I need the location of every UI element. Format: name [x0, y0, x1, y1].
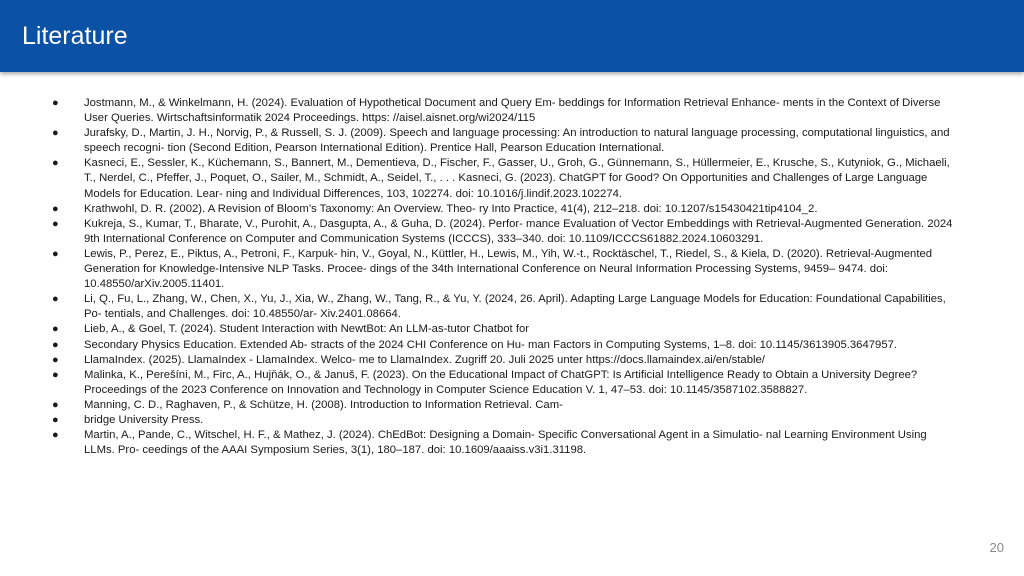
reference-text: Secondary Physics Education. Extended Ab- stracts of the 2024 CHI Conference on Hu- man Factors in Computing Systems, 1–8. doi: 10.1145/3613905.3647957.	[84, 338, 898, 351]
reference-text: Jurafsky, D., Martin, J. H., Norvig, P., & Russell, S. J. (2009). Speech and language processing: An introduction to natural language processing, computational linguistics, and speech recogni- tion (Second Edition, Pearson International Edition). Prentice Hall, Pearson Education International.	[84, 127, 950, 155]
reference-item	[52, 413, 957, 428]
reference-text: Kasneci, E., Sessler, K., Küchemann, S., Bannert, M., Dementieva, D., Fischer, F., Gasser, U., Groh, G., Günnemann, S., Hüllermeier, E., Krusche, S., Kutyniok, G., Michaeli, T., Nerdel, C., Pfeffer, J., Poquet, O., Sailer, M., Schmidt, A., Seidel, T., . . . Kasneci, G. (2023). ChatGPT for Good? On Opportunities and Challenges of Large Language Models for Education. Lear- ning and Individual Differences, 103, 102274. doi: 10.1016/j.lindif.2023.102274.	[84, 157, 950, 200]
reference-text: Li, Q., Fu, L., Zhang, W., Chen, X., Yu, J., Xia, W., Zhang, W., Tang, R., & Yu, Y. (2024, 26. April). Adapting Large Language Models for Education: Foundational Capabilities, Po- tentials, and Challenges. doi: 10.48550/ar- Xiv.2401.08664.	[84, 293, 946, 321]
reference-list	[52, 96, 957, 458]
reference-item	[52, 428, 957, 458]
bullet-icon: ●	[52, 217, 59, 230]
reference-text: Lewis, P., Perez, E., Piktus, A., Petroni, F., Karpuk- hin, V., Goyal, N., Küttler, H., Lewis, M., Yih, W.-t., Rocktäschel, T., Riedel, S., & Kiela, D. (2020). Retrieval-Augmented Generation for Knowledge-Intensive NLP Tasks. Procee- dings of the 34th International Conference on Neural Information Processing Systems, 9459– 9474. doi: 10.48550/arXiv.2005.11401.	[84, 247, 933, 291]
bullet-icon: ●	[52, 247, 59, 260]
header-bar	[0, 0, 1024, 72]
page-number: 20	[989, 540, 1004, 555]
reference-text: LlamaIndex. (2025). LlamaIndex - LlamaIndex. Welco- me to LlamaIndex. Zugriff 20. Juli 2025 unter https://docs.llamaindex.ai/en/stable/	[84, 353, 765, 366]
slide-title: Literature	[22, 22, 128, 50]
reference-text: Martin, A., Pande, C., Witschel, H. F., & Mathez, J. (2024). ChEdBot: Designing a Domain- Specific Conversational Agent in a Simulatio- nal Learning Environment Using LLMs. Pro- ceedings of the AAAI Symposium Series, 3(1), 180–187. doi: 10.1609/aaaiss.v3i1.31198.	[84, 429, 927, 457]
reference-text: bridge University Press.	[84, 413, 204, 426]
bullet-icon: ●	[52, 398, 59, 411]
reference-item	[52, 156, 957, 201]
reference-item	[52, 338, 957, 353]
reference-item	[52, 126, 957, 156]
reference-item	[52, 322, 957, 337]
bullet-icon: ●	[52, 293, 59, 306]
bullet-icon: ●	[52, 323, 59, 336]
reference-item	[52, 217, 957, 247]
bullet-icon: ●	[52, 157, 59, 170]
reference-item	[52, 353, 957, 368]
reference-item	[52, 292, 957, 322]
reference-text: Manning, C. D., Raghaven, P., & Schütze, H. (2008). Introduction to Information Retrieval. Cam-	[84, 398, 563, 411]
bullet-icon: ●	[52, 202, 59, 215]
bullet-icon: ●	[52, 338, 59, 351]
bullet-icon: ●	[52, 127, 59, 140]
reference-text: Kukreja, S., Kumar, T., Bharate, V., Purohit, A., Dasgupta, A., & Guha, D. (2024). Perfor- mance Evaluation of Vector Embeddings with Retrieval-Augmented Generation. 2024 9th International Conference on Computer and Communication Systems (ICCCS), 333–340. doi: 10.1109/ICCCS61882.2024.10603291.	[84, 217, 953, 245]
bullet-icon: ●	[52, 368, 59, 381]
reference-item	[52, 398, 957, 413]
reference-text: Malinka, K., Perešíni, M., Firc, A., Hujňák, O., & Januš, F. (2023). On the Educational Impact of ChatGPT: Is Artificial Intelligence Ready to Obtain a University Degree? Proceedings of the 2023 Conference on Innovation and Technology in Computer Science Education V. 1, 47–53. doi: 10.1145/3587102.3588827.	[84, 368, 918, 396]
reference-text: Lieb, A., & Goel, T. (2024). Student Interaction with NewtBot: An LLM-as-tutor Chatbot for	[84, 323, 529, 336]
bullet-icon: ●	[52, 353, 59, 366]
reference-item	[52, 247, 957, 292]
reference-text: Jostmann, M., & Winkelmann, H. (2024). Evaluation of Hypothetical Document and Query Em- beddings for Information Retrieval Enhance- ments in the Context of Diverse User Queries. Wirtschaftsinformatik 2024 Proceedings. https: //aisel.aisnet.org/wi2024/115	[84, 97, 941, 125]
reference-text: Krathwohl, D. R. (2002). A Revision of Bloom’s Taxonomy: An Overview. Theo- ry Into Practice, 41(4), 212–218. doi: 10.1207/s15430421tip4104_2.	[84, 202, 818, 215]
bullet-icon: ●	[52, 413, 59, 426]
bullet-icon: ●	[52, 97, 59, 109]
bullet-icon: ●	[52, 429, 59, 442]
reference-item	[52, 202, 957, 217]
reference-item	[52, 368, 957, 398]
reference-item	[52, 96, 957, 126]
